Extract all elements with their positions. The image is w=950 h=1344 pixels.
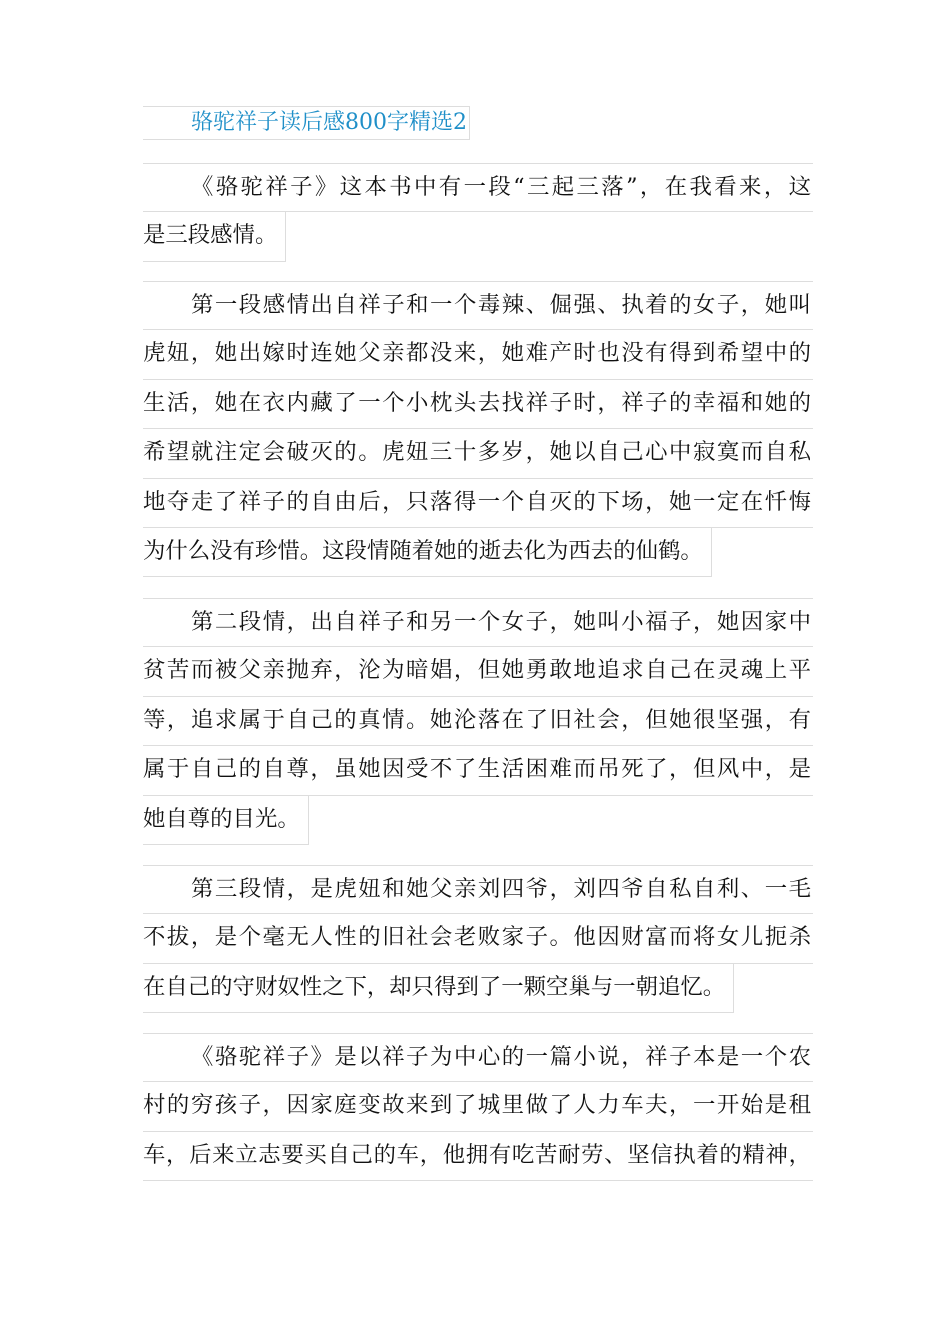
paragraph-line: 希望就注定会破灭的。虎妞三十多岁，她以自己心中寂寞而自私 <box>143 429 813 478</box>
paragraph-2 <box>143 281 813 577</box>
paragraph-line: 不拔，是个毫无人性的旧社会老败家子。他因财富而将女儿扼杀 <box>143 914 813 963</box>
paragraph-line: 在自己的守财奴性之下，却只得到了一颗空巢与一朝追忆。 <box>143 964 734 1013</box>
paragraph-line: 第二段情，出自祥子和另一个女子，她叫小福子，她因家中 <box>143 598 813 647</box>
paragraph-line: 第三段情，是虎妞和她父亲刘四爷，刘四爷自私自利、一毛 <box>143 865 813 914</box>
paragraph-line: 是三段感情。 <box>143 212 286 261</box>
document-title: 骆驼祥子读后感800字精选2 <box>143 106 470 140</box>
paragraph-line: 《骆驼祥子》是以祥子为中心的一篇小说，祥子本是一个农 <box>143 1033 813 1082</box>
paragraph-4 <box>143 865 813 1013</box>
paragraph-line: 地夺走了祥子的自由后，只落得一个自灭的下场，她一定在忏悔 <box>143 479 813 528</box>
paragraph-1 <box>143 163 813 262</box>
paragraph-line: 属于自己的自尊，虽她因受不了生活困难而吊死了，但风中，是 <box>143 746 813 795</box>
paragraph-line: 生活，她在衣内藏了一个小枕头去找祥子时，祥子的幸福和她的 <box>143 380 813 429</box>
paragraph-line: 第一段感情出自祥子和一个毒辣、倔强、执着的女子，她叫 <box>143 281 813 330</box>
paragraph-5 <box>143 1033 813 1181</box>
paragraph-line: 村的穷孩子，因家庭变故来到了城里做了人力车夫，一开始是租 <box>143 1082 813 1131</box>
paragraph-line: 贫苦而被父亲抛弃，沦为暗娼，但她勇敢地追求自己在灵魂上平 <box>143 647 813 696</box>
paragraph-line: 虎妞，她出嫁时连她父亲都没来，她难产时也没有得到希望中的 <box>143 330 813 379</box>
paragraph-line: 等，追求属于自己的真情。她沦落在了旧社会，但她很坚强，有 <box>143 697 813 746</box>
paragraph-line: 她自尊的目光。 <box>143 796 309 845</box>
paragraph-line: 为什么没有珍惜。这段情随着她的逝去化为西去的仙鹤。 <box>143 528 712 577</box>
paragraph-3 <box>143 598 813 845</box>
paragraph-line: 《骆驼祥子》这本书中有一段“三起三落”，在我看来，这 <box>143 163 813 212</box>
paragraph-line: 车，后来立志要买自己的车，他拥有吃苦耐劳、坚信执着的精神， <box>143 1132 813 1181</box>
